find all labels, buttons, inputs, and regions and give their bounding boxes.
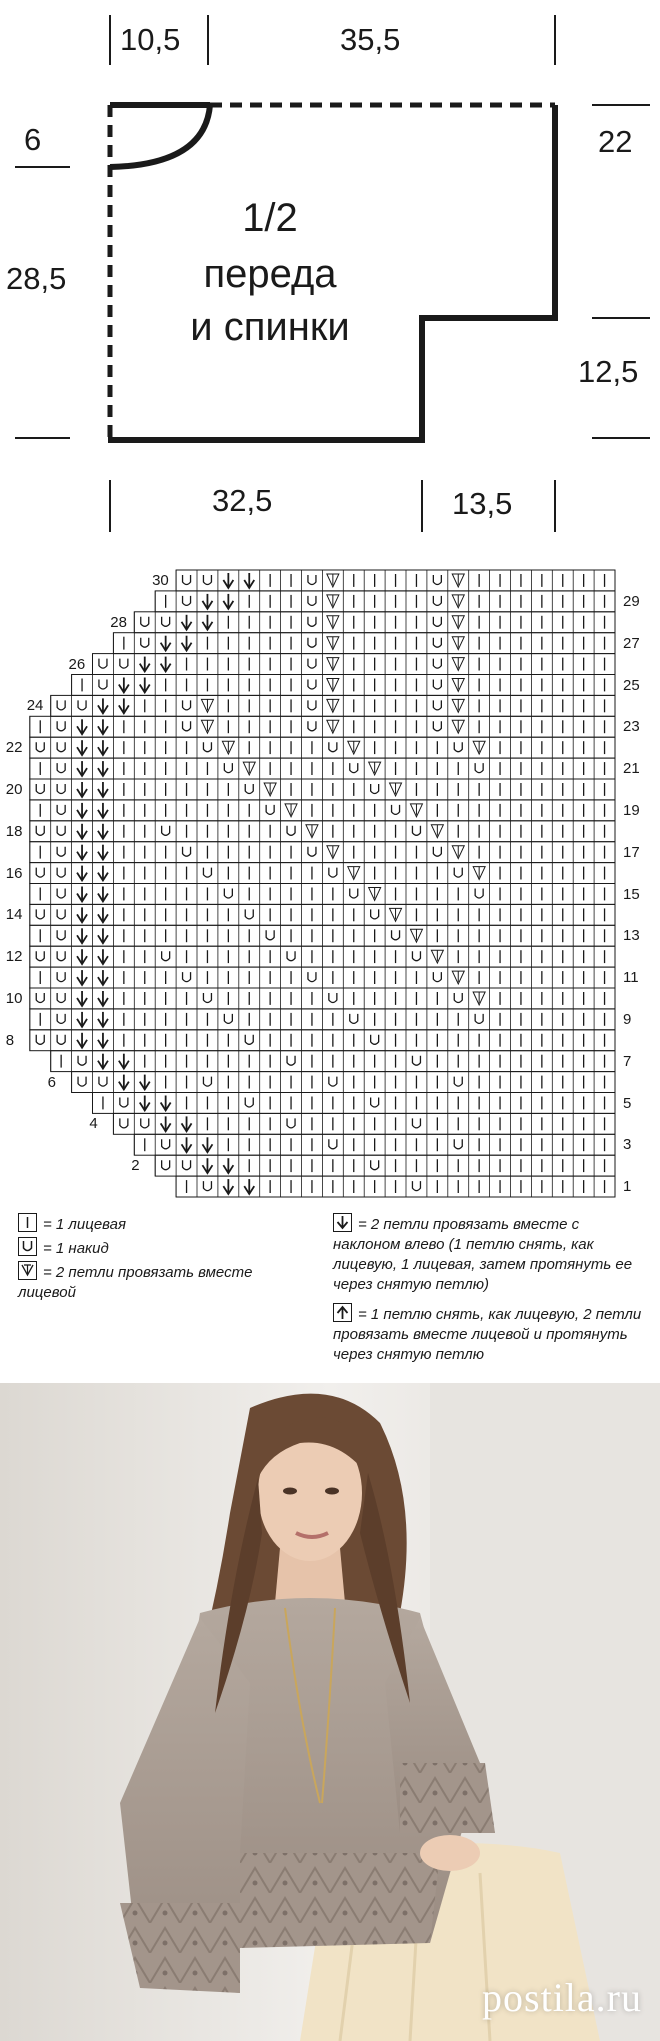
legend-yarn-over <box>18 1237 318 1259</box>
chart-row-number-right: 11 <box>623 969 639 987</box>
legend-knit-text: = 1 лицевая <box>43 1216 127 1233</box>
dim-step-width: 13,5 <box>452 486 513 521</box>
chart-row-number-left: 30 <box>152 572 169 589</box>
dim-body-height: 28,5 <box>6 261 67 296</box>
legend-sk2p-text: = 1 петлю снять, как лицевую, 2 петли провязать вместе лицевой и протянуть через снятую петлю <box>333 1306 642 1363</box>
chart-row-number-left: 28 <box>110 613 127 631</box>
chart-row-number-right: 23 <box>623 718 640 736</box>
chart-row-number-right: 29 <box>623 592 640 610</box>
chart-row-number-left: 10 <box>5 990 23 1007</box>
chart-row-number-right: 13 <box>623 927 640 945</box>
chart-row-number-right: 9 <box>623 1010 632 1028</box>
chart-row-number-right: 17 <box>623 843 640 861</box>
chart-row-number-left: 8 <box>5 1031 15 1049</box>
chart-row-number-left: 6 <box>47 1073 56 1091</box>
legend-ssk-text: = 2 петли провязать вместе с наклоном влево (1 петлю снять, как лицевую, 1 лицевая, затем протянуть ее через снятую петлю) <box>333 1216 633 1293</box>
chart-row-number-left: 2 <box>131 1157 140 1175</box>
model-photo <box>0 1383 660 2041</box>
chart-row-number-right: 27 <box>623 634 640 652</box>
dim-hem-width: 32,5 <box>212 483 273 518</box>
legend-knit <box>18 1213 318 1235</box>
dim-sleeve-height: 22 <box>598 124 633 159</box>
model-photo-illustration <box>0 1383 660 2041</box>
legend-k2tog <box>18 1261 298 1303</box>
chart-row-number-right: 21 <box>623 760 640 778</box>
chart-row-number-right: 15 <box>623 885 640 903</box>
chart-row-number-right: 25 <box>623 676 640 694</box>
dim-neck-depth: 6 <box>24 122 42 157</box>
chart-row-number-left: 22 <box>5 739 23 757</box>
legend-yarn-over-text: = 1 накид <box>43 1240 109 1257</box>
legend-k2tog-text: = 2 петли провязать вместе лицевой <box>18 1264 253 1301</box>
knit-symbol-icon <box>18 1213 37 1232</box>
dim-lower-height: 12,5 <box>578 354 639 389</box>
k2tog-symbol-icon <box>18 1261 37 1280</box>
chart-row-number-left: 20 <box>5 781 23 798</box>
sk2p-symbol-icon <box>333 1303 352 1322</box>
chart-row-number-right: 3 <box>623 1136 632 1154</box>
photo-watermark: postila.ru <box>482 1975 642 2020</box>
legend-sk2p <box>333 1303 643 1365</box>
dim-shoulder-width: 35,5 <box>340 22 401 57</box>
chart-row-number-right: 1 <box>623 1178 632 1196</box>
piece-title-line2: переда <box>203 252 337 296</box>
chart-grid <box>0 560 660 1210</box>
chart-row-number-left: 12 <box>5 948 23 966</box>
legend-ssk <box>333 1213 643 1295</box>
chart-row-number-left: 24 <box>26 697 44 715</box>
knitting-chart <box>0 560 660 1210</box>
chart-row-number-right: 7 <box>623 1052 632 1070</box>
chart-row-number-right: 5 <box>623 1094 632 1112</box>
ssk-symbol-icon <box>333 1213 352 1232</box>
chart-row-number-left: 14 <box>5 906 23 924</box>
chart-row-number-right: 19 <box>623 801 640 819</box>
garment-schematic <box>0 0 660 540</box>
chart-row-number-left: 16 <box>5 864 23 882</box>
piece-title-line1: 1/2 <box>242 196 298 240</box>
chart-row-number-left: 18 <box>5 822 23 840</box>
chart-row-number-left: 4 <box>89 1115 98 1133</box>
yarn-over-symbol-icon <box>18 1237 37 1256</box>
piece-title-line3: и спинки <box>190 305 350 349</box>
dim-neck-width: 10,5 <box>120 22 181 57</box>
chart-row-number-left: 26 <box>68 655 86 673</box>
